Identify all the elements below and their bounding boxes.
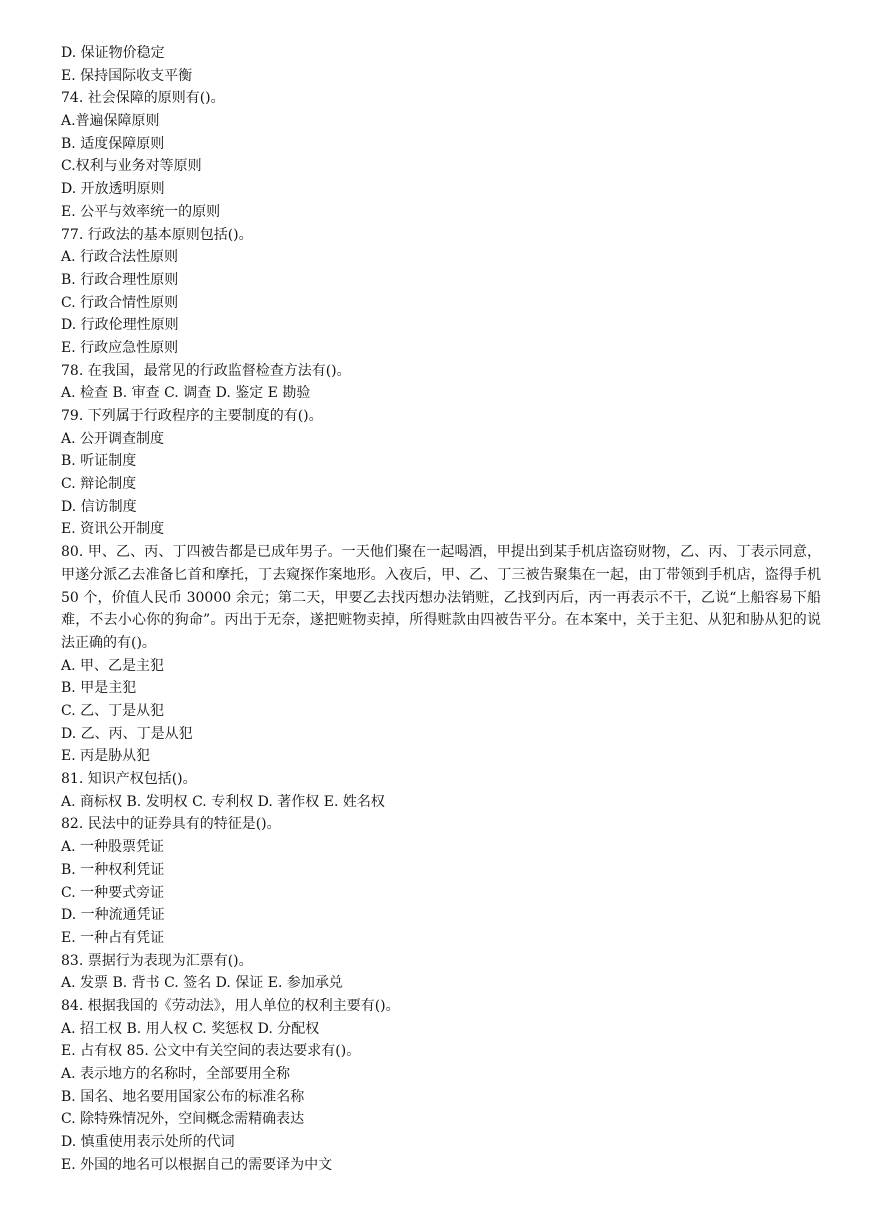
option-line: C. 行政合情性原则	[61, 294, 179, 311]
option-line: C. 辩论制度	[61, 476, 137, 493]
option-line: E. 丙是胁从犯	[61, 748, 151, 765]
text-block-top	[61, 42, 821, 541]
option-line: E. 公平与效率统一的原则	[61, 203, 221, 220]
option-line: A. 一种股票凭证	[61, 839, 165, 856]
document-page	[61, 42, 821, 1176]
option-line: C. 一种要式旁证	[61, 884, 165, 901]
option-line: A. 商标权 B. 发明权 C. 专利权 D. 著作权 E. 姓名权	[61, 793, 385, 810]
question-80-paragraph: 80. 甲、乙、丙、丁四被告都是已成年男子。一天他们聚在一起喝酒，甲提出到某手机店盗窃财物，乙、丙、丁表示同意，甲遂分派乙去准备匕首和摩托，丁去窥探作案地形。入夜后，甲、乙、丁三被告聚集在一起，由丁带领到手机店，盗得手机 50 个，价值人民币 30000 余元；第二天，甲要乙去找丙想办法销赃，乙找到丙后，丙一再表示不干，乙说“上船容易下船难，不去小心你的狗命”。丙出于无奈，遂把赃物卖掉，所得赃款由四被告平分。在本案中，关于主犯、从犯和胁从犯的说法正确的有()。	[61, 544, 821, 651]
option-line: D. 乙、丙、丁是从犯	[61, 725, 193, 742]
option-line: D. 信访制度	[61, 498, 137, 515]
option-line: E. 外国的地名可以根据自己的需要译为中文	[61, 1156, 333, 1173]
option-line: A. 表示地方的名称时，全部要用全称	[61, 1066, 291, 1083]
text-line: D. 保证物价稳定	[61, 45, 165, 61]
option-line: D. 慎重使用表示处所的代词	[61, 1134, 235, 1151]
option-line: B. 适度保障原则	[61, 135, 165, 152]
option-line: B. 行政合理性原则	[61, 271, 179, 288]
option-line: B. 甲是主犯	[61, 680, 137, 697]
question-78: 78. 在我国，最常见的行政监督检查方法有()。	[61, 362, 351, 379]
option-line: E. 行政应急性原则	[61, 339, 179, 356]
option-line: B. 听证制度	[61, 453, 137, 470]
option-line: E. 资讯公开制度	[61, 521, 165, 538]
option-line: D. 行政伦理性原则	[61, 317, 179, 334]
text-line: E. 保持国际收支平衡	[61, 67, 193, 84]
text-block-bottom	[61, 655, 821, 1177]
question-74: 74. 社会保障的原则有()。	[61, 90, 225, 107]
option-line: A.普遍保障原则	[61, 113, 160, 130]
option-line: A. 检查 B. 审查 C. 调查 D. 鉴定 E 勘验	[61, 385, 311, 402]
question-79: 79. 下列属于行政程序的主要制度的有()。	[61, 408, 323, 424]
option-line: B. 国名、地名要用国家公布的标准名称	[61, 1088, 305, 1105]
option-line: A. 公开调查制度	[61, 430, 165, 447]
question-83: 83. 票据行为表现为汇票有()。	[61, 952, 253, 969]
question-85-line: E. 占有权 85. 公文中有关空间的表达要求有()。	[61, 1043, 361, 1060]
option-line: D. 开放透明原则	[61, 181, 165, 198]
option-line: A. 发票 B. 背书 C. 签名 D. 保证 E. 参加承兑	[61, 975, 343, 992]
option-line: B. 一种权利凭证	[61, 861, 165, 878]
question-81: 81. 知识产权包括()。	[61, 771, 197, 788]
option-line: C. 乙、丁是从犯	[61, 703, 165, 720]
option-line: A. 甲、乙是主犯	[61, 657, 165, 674]
option-line: A. 招工权 B. 用人权 C. 奖惩权 D. 分配权	[61, 1020, 320, 1037]
question-84: 84. 根据我国的《劳动法》，用人单位的权利主要有()。	[61, 997, 400, 1014]
option-line: D. 一种流通凭证	[61, 907, 165, 924]
option-line: E. 一种占有凭证	[61, 929, 165, 946]
option-line: C. 除特殊情况外，空间概念需精确表达	[61, 1111, 305, 1128]
question-77: 77. 行政法的基本原则包括()。	[61, 226, 253, 243]
option-line: A. 行政合法性原则	[61, 249, 179, 266]
option-line: C.权利与业务对等原则	[61, 158, 202, 175]
question-82: 82. 民法中的证券具有的特征是()。	[61, 816, 281, 833]
